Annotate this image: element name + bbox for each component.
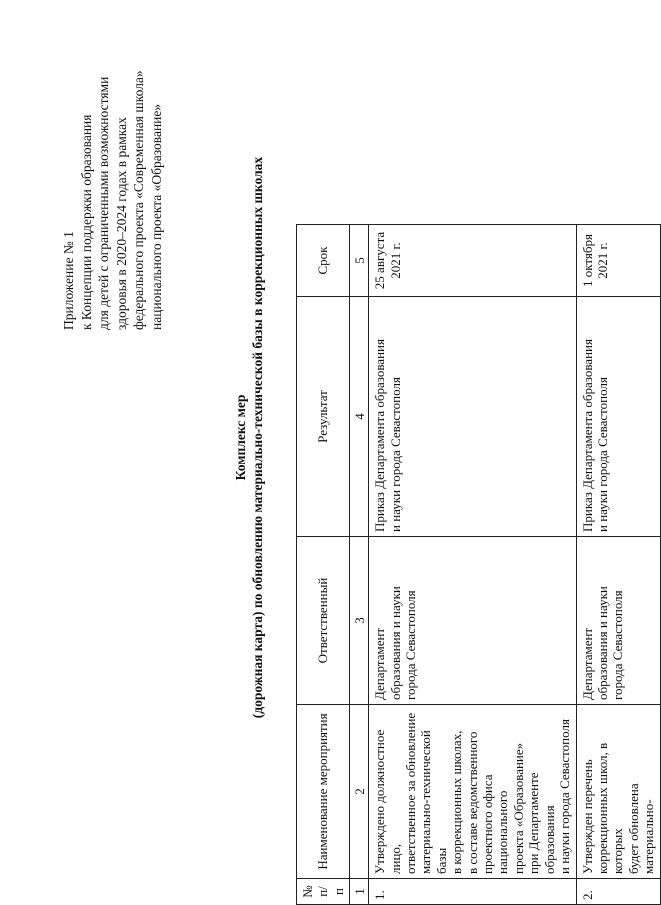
column-number: 4 [350, 297, 369, 537]
title-line-1: Комплекс мер [233, 394, 248, 481]
row-result: Приказ Департамента образования и науки города Севастополя [576, 297, 660, 537]
header-result: Результат [297, 297, 350, 537]
row-responsible: Департамент образования и науки города Севастополя [576, 537, 660, 705]
header-num: № п/п [297, 879, 350, 905]
table-header-row [297, 225, 350, 905]
row-deadline: 25 августа 2021 г. [369, 225, 576, 297]
appendix-line: для детей с ограниченными возможностями [96, 76, 112, 330]
appendix-line: национального проекта «Образование» [148, 103, 164, 330]
row-responsible: Департамент образования и науки города Севастополя [369, 537, 576, 705]
header-name: Наименование мероприятия [297, 705, 350, 879]
header-deadline: Срок [297, 225, 350, 297]
row-num: 1. [369, 879, 576, 905]
row-name: Утверждено должностное лицо, ответственное за обновление материально-технической базы в коррекционных школах, в составе ведомственного проектного офиса национального проекта «Образование» при Департаменте образования и науки города Севастополя [369, 705, 576, 879]
column-number: 3 [350, 537, 369, 705]
appendix-line: Приложение № 1 [61, 231, 76, 330]
roadmap-table [296, 224, 661, 905]
table-row [576, 225, 660, 905]
title-line-2: (дорожная карта) по обновлению материально-технической базы в коррекционных школах [250, 156, 265, 719]
row-deadline: 1 октября 2021 г. [576, 225, 660, 297]
column-number: 1 [350, 879, 369, 905]
appendix-line: федерального проекта «Современная школа» [131, 70, 147, 330]
appendix-block [60, 30, 166, 330]
row-name: Утвержден перечень коррекционных школ, в которых будет обновлена материально- [576, 705, 660, 879]
column-number: 5 [350, 225, 369, 297]
row-result: Приказ Департамента образования и науки города Севастополя [369, 297, 576, 537]
header-responsible: Ответственный [297, 537, 350, 705]
column-number-row [350, 225, 369, 905]
appendix-line: к Концепции поддержки образования [78, 114, 94, 330]
table-row [369, 225, 576, 905]
column-number: 2 [350, 705, 369, 879]
row-num: 2. [576, 879, 660, 905]
appendix-line: здоровья в 2020–2024 годах в рамках [113, 117, 129, 330]
